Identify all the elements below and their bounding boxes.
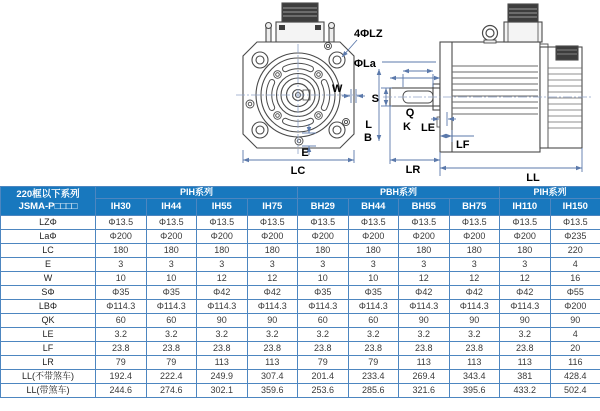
series-group-header: PIH系列 bbox=[500, 187, 600, 199]
value-cell: 180 bbox=[298, 244, 349, 258]
value-cell: 222.4 bbox=[146, 370, 197, 384]
value-cell: 113 bbox=[399, 356, 450, 370]
table-row bbox=[1, 286, 600, 300]
value-cell: 60 bbox=[298, 314, 349, 328]
table-row bbox=[1, 216, 600, 230]
value-cell: Φ114.3 bbox=[500, 300, 551, 314]
dim-label-lc: LC bbox=[290, 165, 306, 177]
value-cell: 90 bbox=[197, 314, 248, 328]
model-header: IH55 bbox=[197, 199, 248, 216]
value-cell: 3 bbox=[449, 258, 500, 272]
table-row bbox=[1, 342, 600, 356]
value-cell: Φ114.3 bbox=[399, 300, 450, 314]
value-cell: Φ35 bbox=[348, 286, 399, 300]
value-cell: 307.4 bbox=[247, 370, 298, 384]
model-header: IH110 bbox=[500, 199, 551, 216]
value-cell: 116 bbox=[550, 356, 600, 370]
dim-label-4lz: 4ΦLZ bbox=[354, 28, 383, 40]
value-cell: 23.8 bbox=[298, 342, 349, 356]
row-label: LF bbox=[1, 342, 96, 356]
value-cell: Φ114.3 bbox=[449, 300, 500, 314]
shaft bbox=[390, 84, 445, 127]
value-cell: Φ114.3 bbox=[96, 300, 147, 314]
value-cell: 23.8 bbox=[146, 342, 197, 356]
power-connector-side bbox=[504, 4, 542, 42]
motor-dimension-drawings bbox=[0, 0, 600, 186]
row-label: LZΦ bbox=[1, 216, 96, 230]
value-cell: Φ200 bbox=[247, 230, 298, 244]
dim-label-k: K bbox=[403, 121, 411, 133]
dim-label-le: LE bbox=[421, 122, 436, 134]
eye-bolt-right bbox=[329, 23, 335, 43]
value-cell: Φ13.5 bbox=[449, 216, 500, 230]
row-label: SΦ bbox=[1, 286, 96, 300]
value-cell: 343.4 bbox=[449, 370, 500, 384]
value-cell: 23.8 bbox=[348, 342, 399, 356]
table-row bbox=[1, 272, 600, 286]
value-cell: 4 bbox=[550, 328, 600, 342]
value-cell: 180 bbox=[96, 244, 147, 258]
dim-label-b: B bbox=[364, 132, 372, 144]
eye-bolt-left bbox=[266, 23, 272, 43]
row-label: LC bbox=[1, 244, 96, 258]
model-header: BH44 bbox=[348, 199, 399, 216]
value-cell: 90 bbox=[449, 314, 500, 328]
value-cell: 3.2 bbox=[500, 328, 551, 342]
value-cell: Φ13.5 bbox=[500, 216, 551, 230]
value-cell: 285.6 bbox=[348, 384, 399, 398]
model-header: BH55 bbox=[399, 199, 450, 216]
value-cell: 23.8 bbox=[96, 342, 147, 356]
row-label: LR bbox=[1, 356, 96, 370]
value-cell: Φ114.3 bbox=[348, 300, 399, 314]
value-cell: Φ200 bbox=[550, 300, 600, 314]
row-label: LL(带煞车) bbox=[1, 384, 96, 398]
value-cell: Φ13.5 bbox=[348, 216, 399, 230]
value-cell: 12 bbox=[500, 272, 551, 286]
value-cell: 433.2 bbox=[500, 384, 551, 398]
value-cell: 12 bbox=[399, 272, 450, 286]
model-header: IH30 bbox=[96, 199, 147, 216]
value-cell: 220 bbox=[550, 244, 600, 258]
value-cell: 3.2 bbox=[449, 328, 500, 342]
value-cell: 180 bbox=[399, 244, 450, 258]
value-cell: 16 bbox=[550, 272, 600, 286]
value-cell: Φ35 bbox=[146, 286, 197, 300]
value-cell: Φ13.5 bbox=[399, 216, 450, 230]
value-cell: 428.4 bbox=[550, 370, 600, 384]
value-cell: 12 bbox=[449, 272, 500, 286]
value-cell: Φ42 bbox=[500, 286, 551, 300]
series-row bbox=[1, 187, 600, 199]
value-cell: 20 bbox=[550, 342, 600, 356]
value-cell: 180 bbox=[197, 244, 248, 258]
value-cell: 60 bbox=[96, 314, 147, 328]
dim-label-w: W bbox=[332, 83, 343, 95]
value-cell: Φ13.5 bbox=[96, 216, 147, 230]
model-header: IH150 bbox=[550, 199, 600, 216]
value-cell: 10 bbox=[96, 272, 147, 286]
encoder-connector bbox=[556, 46, 578, 60]
value-cell: 3 bbox=[399, 258, 450, 272]
value-cell: 180 bbox=[146, 244, 197, 258]
value-cell: Φ200 bbox=[146, 230, 197, 244]
value-cell: Φ35 bbox=[298, 286, 349, 300]
model-header: IH44 bbox=[146, 199, 197, 216]
dim-label-q: Q bbox=[405, 107, 415, 119]
value-cell: Φ200 bbox=[399, 230, 450, 244]
dim-label-e: E bbox=[301, 147, 309, 159]
value-cell: 3.2 bbox=[348, 328, 399, 342]
value-cell: Φ200 bbox=[348, 230, 399, 244]
row-label: LBΦ bbox=[1, 300, 96, 314]
value-cell: 12 bbox=[197, 272, 248, 286]
value-cell: 10 bbox=[146, 272, 197, 286]
table-row bbox=[1, 300, 600, 314]
value-cell: 3.2 bbox=[399, 328, 450, 342]
value-cell: 10 bbox=[298, 272, 349, 286]
value-cell: 90 bbox=[500, 314, 551, 328]
table-row bbox=[1, 328, 600, 342]
value-cell: 244.6 bbox=[96, 384, 147, 398]
value-cell: 3 bbox=[247, 258, 298, 272]
power-connector-front bbox=[276, 3, 324, 42]
value-cell: Φ13.5 bbox=[146, 216, 197, 230]
value-cell: 4 bbox=[550, 258, 600, 272]
value-cell: 180 bbox=[247, 244, 298, 258]
value-cell: 3 bbox=[146, 258, 197, 272]
value-cell: Φ42 bbox=[449, 286, 500, 300]
value-cell: 3 bbox=[96, 258, 147, 272]
row-label: QK bbox=[1, 314, 96, 328]
value-cell: Φ55 bbox=[550, 286, 600, 300]
table-row bbox=[1, 230, 600, 244]
value-cell: Φ200 bbox=[449, 230, 500, 244]
value-cell: 79 bbox=[146, 356, 197, 370]
value-cell: 90 bbox=[550, 314, 600, 328]
value-cell: Φ114.3 bbox=[197, 300, 248, 314]
value-cell: 502.4 bbox=[550, 384, 600, 398]
value-cell: 60 bbox=[348, 314, 399, 328]
model-header: BH75 bbox=[449, 199, 500, 216]
row-label: LL(不带煞车) bbox=[1, 370, 96, 384]
value-cell: Φ114.3 bbox=[247, 300, 298, 314]
value-cell: 10 bbox=[348, 272, 399, 286]
value-cell: Φ13.5 bbox=[550, 216, 600, 230]
model-header: IH75 bbox=[247, 199, 298, 216]
row-label: LE bbox=[1, 328, 96, 342]
value-cell: 23.8 bbox=[247, 342, 298, 356]
value-cell: 113 bbox=[197, 356, 248, 370]
value-cell: 395.6 bbox=[449, 384, 500, 398]
dim-label-s: S bbox=[371, 93, 379, 105]
value-cell: Φ13.5 bbox=[197, 216, 248, 230]
value-cell: 3.2 bbox=[197, 328, 248, 342]
table-row bbox=[1, 370, 600, 384]
value-cell: 321.6 bbox=[399, 384, 450, 398]
value-cell: Φ42 bbox=[399, 286, 450, 300]
value-cell: 3 bbox=[500, 258, 551, 272]
value-cell: Φ42 bbox=[247, 286, 298, 300]
value-cell: 79 bbox=[96, 356, 147, 370]
value-cell: 3 bbox=[298, 258, 349, 272]
table-row bbox=[1, 258, 600, 272]
lifting-eye-bolt bbox=[483, 26, 498, 44]
value-cell: 3.2 bbox=[298, 328, 349, 342]
value-cell: 180 bbox=[449, 244, 500, 258]
value-cell: 90 bbox=[247, 314, 298, 328]
value-cell: 12 bbox=[247, 272, 298, 286]
value-cell: 23.8 bbox=[399, 342, 450, 356]
table-row bbox=[1, 356, 600, 370]
value-cell: 192.4 bbox=[96, 370, 147, 384]
value-cell: Φ13.5 bbox=[247, 216, 298, 230]
dim-label-ll: LL bbox=[526, 172, 540, 184]
front-view-drawing bbox=[236, 3, 362, 154]
dimensions-table bbox=[0, 186, 600, 398]
value-cell: 269.4 bbox=[399, 370, 450, 384]
value-cell: Φ235 bbox=[550, 230, 600, 244]
corner-model-code-line: JSMA-P□□□□ bbox=[18, 201, 78, 212]
row-label: W bbox=[1, 272, 96, 286]
value-cell: 113 bbox=[449, 356, 500, 370]
dim-label-l: L bbox=[365, 119, 372, 131]
value-cell: 60 bbox=[146, 314, 197, 328]
value-cell: 90 bbox=[399, 314, 450, 328]
row-label: LaΦ bbox=[1, 230, 96, 244]
series-group-header: PIH系列 bbox=[96, 187, 298, 199]
value-cell: Φ13.5 bbox=[298, 216, 349, 230]
table-row bbox=[1, 384, 600, 398]
value-cell: 302.1 bbox=[197, 384, 248, 398]
table-row bbox=[1, 244, 600, 258]
value-cell: 113 bbox=[500, 356, 551, 370]
value-cell: 249.9 bbox=[197, 370, 248, 384]
dim-label-lf: LF bbox=[456, 139, 470, 151]
value-cell: 253.6 bbox=[298, 384, 349, 398]
row-label: E bbox=[1, 258, 96, 272]
value-cell: 381 bbox=[500, 370, 551, 384]
value-cell: 3.2 bbox=[247, 328, 298, 342]
value-cell: Φ200 bbox=[500, 230, 551, 244]
dim-label-lr: LR bbox=[405, 164, 421, 176]
value-cell: 180 bbox=[348, 244, 399, 258]
value-cell: Φ114.3 bbox=[146, 300, 197, 314]
value-cell: 23.8 bbox=[449, 342, 500, 356]
corner-header bbox=[1, 187, 96, 216]
value-cell: 79 bbox=[348, 356, 399, 370]
value-cell: 359.6 bbox=[247, 384, 298, 398]
table-row bbox=[1, 314, 600, 328]
value-cell: 180 bbox=[500, 244, 551, 258]
value-cell: 233.4 bbox=[348, 370, 399, 384]
value-cell: Φ200 bbox=[96, 230, 147, 244]
value-cell: 23.8 bbox=[197, 342, 248, 356]
value-cell: Φ42 bbox=[197, 286, 248, 300]
value-cell: 274.6 bbox=[146, 384, 197, 398]
corner-series-line: 220框以下系列 bbox=[16, 189, 80, 201]
table-body bbox=[1, 216, 600, 398]
value-cell: 3.2 bbox=[146, 328, 197, 342]
value-cell: 113 bbox=[247, 356, 298, 370]
series-group-header: PBH系列 bbox=[298, 187, 500, 199]
model-header: BH29 bbox=[298, 199, 349, 216]
value-cell: 79 bbox=[298, 356, 349, 370]
value-cell: Φ35 bbox=[96, 286, 147, 300]
value-cell: Φ200 bbox=[197, 230, 248, 244]
value-cell: 3.2 bbox=[96, 328, 147, 342]
value-cell: 3 bbox=[348, 258, 399, 272]
value-cell: 201.4 bbox=[298, 370, 349, 384]
drawing-canvas bbox=[0, 0, 600, 186]
value-cell: 23.8 bbox=[500, 342, 551, 356]
value-cell: 3 bbox=[197, 258, 248, 272]
value-cell: Φ200 bbox=[298, 230, 349, 244]
dim-label-la: ΦLa bbox=[354, 58, 376, 70]
value-cell: Φ114.3 bbox=[298, 300, 349, 314]
